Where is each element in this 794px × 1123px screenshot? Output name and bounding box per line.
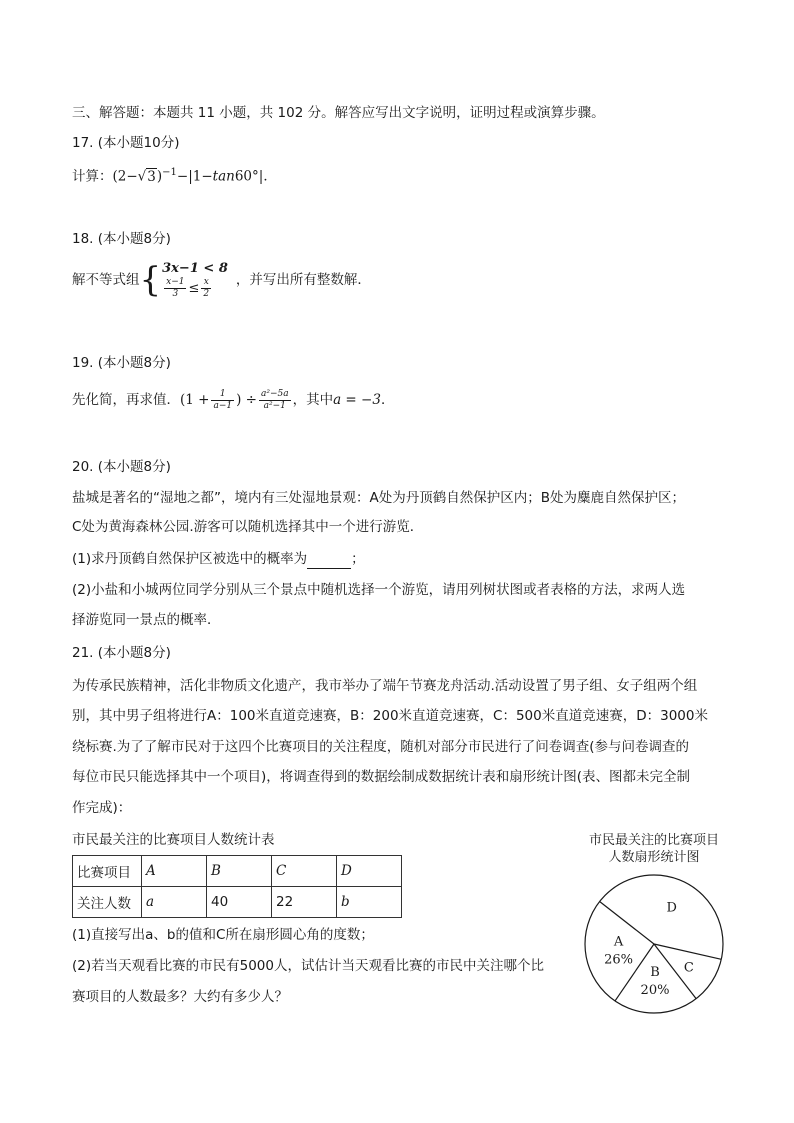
q17-sqrt-radicand: 3 bbox=[147, 168, 156, 185]
pie-slice-label-b: B bbox=[650, 964, 660, 980]
answer-blank bbox=[307, 554, 351, 569]
table-cell: C bbox=[272, 856, 337, 887]
q18-tail: ，并写出所有整数解． bbox=[235, 272, 371, 288]
q18-frac1: $\frac{x-1}{3}$ bbox=[166, 276, 185, 299]
table-cell: 22 bbox=[272, 887, 337, 918]
q19-title: 19. (本小题8分) bbox=[72, 355, 171, 371]
table-cell: 40 bbox=[207, 887, 272, 918]
q20-para-2: C处为黄海森林公园.游客可以随机选择其中一个进行游览． bbox=[72, 519, 424, 535]
q21-para-5: 作完成)： bbox=[72, 800, 132, 816]
q17-expr-c: −|1− bbox=[176, 168, 213, 185]
pie-chart bbox=[568, 826, 758, 1016]
q17-tan: tan bbox=[212, 168, 235, 185]
q17-sqrt-sign: √ bbox=[137, 168, 147, 185]
q18-system bbox=[162, 261, 228, 300]
q21-subq2-line1: (2)若当天观看比赛的市民有5000人，试估计当天观看比赛的市民中关注哪个比 bbox=[72, 958, 544, 974]
q20-title: 20. (本小题8分) bbox=[72, 459, 171, 475]
q18-brace: { bbox=[139, 260, 162, 300]
chart-title-line-1: 市民最关注的比赛项目 bbox=[588, 833, 720, 848]
q21-para-1: 为传承民族精神，活化非物质文化遗产，我市举办了端午节赛龙舟活动.活动设置了男子组、女子组两个组 bbox=[72, 678, 698, 694]
table-cell: a bbox=[142, 887, 207, 918]
q19-condition: a = −3 bbox=[333, 392, 381, 408]
q17-expr-a: (2− bbox=[112, 168, 138, 185]
q17-title: 17. (本小题10分) bbox=[72, 135, 180, 151]
q18-frac2: $\frac{x}{2}$ bbox=[203, 276, 210, 299]
q17-expr-b: ) bbox=[156, 168, 163, 185]
q19-end: ． bbox=[380, 392, 395, 408]
pie-slice-label-c: C bbox=[683, 960, 694, 976]
q20-subq2-line1: (2)小盐和小城两位同学分别从三个景点中随机选择一个游览，请用列树状图或者表格的方法，求两人选 bbox=[72, 582, 686, 598]
q18-leq: ≤ bbox=[188, 280, 200, 296]
q20-para-1: 盐城是著名的“湿地之都”，境内有三处湿地景观：A处为丹顶鹤自然保护区内；B处为麋鹿自然保护区； bbox=[72, 490, 685, 506]
q18-title: 18. (本小题8分) bbox=[72, 231, 171, 247]
q21-para-4: 每位市民只能选择其中一个项目)，将调查得到的数据绘制成数据统计表和扇形统计图(表、图都未完全制 bbox=[72, 769, 691, 785]
q19-lead: 先化简，再求值． bbox=[72, 392, 180, 408]
q18-row2 bbox=[162, 277, 228, 300]
table-title: 市民最关注的比赛项目人数统计表 bbox=[72, 832, 275, 848]
q18-body bbox=[72, 258, 371, 302]
q20-subq1-text: (1)求丹顶鹤自然保护区被选中的概率为 bbox=[72, 551, 308, 567]
q21-para-3: 绕标赛.为了了解市民对于这四个比赛项目的关注程度，随机对部分市民进行了问卷调查(参与问卷调查的 bbox=[72, 739, 690, 755]
q17-exponent: −1 bbox=[162, 167, 177, 178]
q19-frac1: $\frac{1}{a-1}$ bbox=[213, 388, 233, 411]
table-row bbox=[73, 856, 402, 887]
q20-subq1-end: ； bbox=[351, 551, 365, 567]
pie-slice-label-d: D bbox=[666, 900, 677, 916]
table-row bbox=[73, 887, 402, 918]
q17-expr-d: 60°|． bbox=[234, 168, 277, 185]
pie-slice-percent-b: 20% bbox=[640, 982, 670, 998]
table-cell: b bbox=[337, 887, 402, 918]
q19-body bbox=[72, 385, 394, 415]
pie-slice-label-a: A bbox=[613, 934, 624, 950]
q20-subq2-line2: 择游览同一景点的概率． bbox=[72, 612, 221, 628]
q18-row1: 3x−1 < 8 bbox=[162, 260, 228, 276]
table-cell: B bbox=[207, 856, 272, 887]
q19-tail: ，其中 bbox=[292, 392, 334, 408]
q19-frac2: $\frac{\text{a²−5a}}{\text{a²−1}}$ bbox=[260, 388, 289, 411]
chart-title-line-2: 人数扇形统计图 bbox=[608, 850, 700, 865]
q17-lead: 计算： bbox=[72, 168, 113, 185]
table-cell: D bbox=[337, 856, 402, 887]
q20-subq1 bbox=[72, 549, 365, 569]
q19-close: ) ÷ bbox=[236, 392, 257, 408]
q21-title: 21. (本小题8分) bbox=[72, 645, 171, 661]
section-header: 三、解答题：本题共 11 小题，共 102 分。解答应写出文字说明，证明过程或演算步骤。 bbox=[72, 105, 605, 121]
q19-open: (1 + bbox=[180, 392, 210, 408]
q17-body bbox=[72, 163, 277, 187]
table-cell: 关注人数 bbox=[73, 887, 142, 918]
q21-para-2: 别，其中男子组将进行A：100米直道竞速赛，B：200米直道竞速赛，C：500米直道竞速赛，D：3000米 bbox=[72, 708, 708, 724]
table-cell: 比赛项目 bbox=[73, 856, 142, 887]
stats-table bbox=[72, 855, 402, 918]
table-cell: A bbox=[142, 856, 207, 887]
q21-subq2-line2: 赛项目的人数最多？大约有多少人？ bbox=[72, 989, 288, 1005]
q18-lead: 解不等式组 bbox=[72, 272, 140, 288]
pie-slice-percent-a: 26% bbox=[604, 952, 633, 968]
q21-subq1: (1)直接写出a、b的值和C所在扇形圆心角的度数； bbox=[72, 927, 374, 943]
